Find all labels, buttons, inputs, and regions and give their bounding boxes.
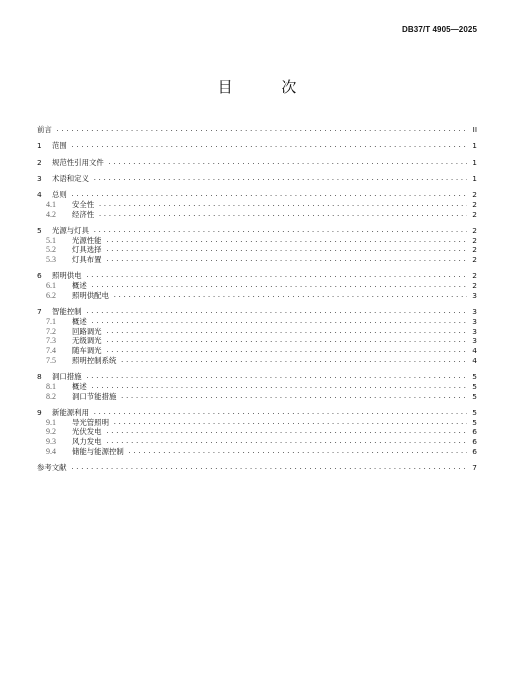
toc-entry-label: 回路调光 xyxy=(72,326,102,336)
toc-dot-leader xyxy=(108,158,467,168)
toc-entry-page: 5 xyxy=(472,417,477,427)
toc-entry-page: 3 xyxy=(472,307,477,316)
toc-entry-number: 6.2 xyxy=(46,290,56,300)
toc-entry-page: 1 xyxy=(472,173,477,183)
toc-entry-page: 2 xyxy=(472,190,477,199)
toc-entry-label: 概述 xyxy=(72,316,87,326)
toc-entry-page: 2 xyxy=(472,209,477,219)
toc-dot-leader xyxy=(91,382,467,392)
toc-entry-number: 7.3 xyxy=(46,336,56,346)
toc-entry-label: 灯具布置 xyxy=(72,255,102,264)
toc-entry-page: 2 xyxy=(472,199,477,209)
toc-entry-page: 5 xyxy=(472,372,477,381)
toc-entry[interactable] xyxy=(37,210,477,220)
toc-entry[interactable] xyxy=(37,437,477,447)
toc-entry-number: 4.2 xyxy=(46,209,56,219)
toc-entry[interactable] xyxy=(37,226,477,236)
toc-entry-label: 储能与能源控制 xyxy=(72,446,124,456)
toc-entry-page: 1 xyxy=(472,157,477,167)
toc-entry[interactable] xyxy=(37,245,477,255)
toc-entry[interactable] xyxy=(37,382,477,392)
toc-entry-label: 洞口措施 xyxy=(52,372,82,381)
toc-entry-page: 2 xyxy=(472,235,477,245)
toc-entry[interactable] xyxy=(37,255,477,265)
toc-entry-label: 新能源利用 xyxy=(52,407,89,417)
toc-entry[interactable] xyxy=(37,174,477,184)
toc-entry-page: 6 xyxy=(472,446,477,456)
toc-dot-leader xyxy=(71,190,467,200)
toc-entry[interactable] xyxy=(37,408,477,418)
toc-dot-leader xyxy=(113,291,467,301)
toc-entry-label: 前言 xyxy=(37,125,52,134)
toc-entry-number: 7.1 xyxy=(46,316,56,326)
toc-entry-number: 9.3 xyxy=(46,437,56,446)
toc-entry-label: 光伏发电 xyxy=(72,427,102,437)
toc-entry-page: 4 xyxy=(472,346,477,355)
table-of-contents xyxy=(37,125,477,473)
toc-dot-leader xyxy=(120,356,467,366)
toc-entry[interactable] xyxy=(37,281,477,291)
toc-entry-label: 灯具选择 xyxy=(72,245,102,255)
toc-dot-leader xyxy=(106,327,467,337)
toc-entry-page: 3 xyxy=(472,336,477,346)
toc-entry[interactable] xyxy=(37,158,477,168)
toc-dot-leader xyxy=(106,336,467,346)
toc-entry[interactable] xyxy=(37,190,477,200)
toc-entry-number: 8.2 xyxy=(46,391,56,401)
toc-entry-label: 规范性引用文件 xyxy=(52,157,104,167)
toc-entry-page: 2 xyxy=(472,271,477,281)
toc-entry[interactable] xyxy=(37,392,477,402)
toc-entry-label: 光源性能 xyxy=(72,235,102,245)
toc-entry-page: 2 xyxy=(472,225,477,235)
toc-entry-number: 9.4 xyxy=(46,446,56,456)
toc-entry-number: 5.3 xyxy=(46,255,56,264)
toc-entry[interactable] xyxy=(37,141,477,151)
toc-entry-label: 范围 xyxy=(52,141,67,151)
toc-dot-leader xyxy=(56,125,467,135)
toc-entry-label: 风力发电 xyxy=(72,437,102,446)
toc-entry-label: 导光管照明 xyxy=(72,417,109,427)
toc-entry-label: 参考文献 xyxy=(37,463,67,472)
toc-entry-number: 5.1 xyxy=(46,235,56,245)
toc-dot-leader xyxy=(91,317,467,327)
toc-entry-number: 7.4 xyxy=(46,346,56,355)
toc-entry[interactable] xyxy=(37,327,477,337)
toc-entry-page: II xyxy=(472,125,477,134)
toc-entry-label: 光源与灯具 xyxy=(52,225,89,235)
toc-entry-label: 经济性 xyxy=(72,209,95,219)
toc-entry-label: 随车调光 xyxy=(72,346,102,355)
toc-entry-label: 照明供电 xyxy=(52,271,82,281)
toc-entry[interactable] xyxy=(37,271,477,281)
toc-dot-leader xyxy=(106,255,467,265)
toc-entry-label: 照明控制系统 xyxy=(72,355,117,365)
toc-entry-number: 6 xyxy=(37,271,42,281)
toc-entry[interactable] xyxy=(37,291,477,301)
toc-entry-page: 5 xyxy=(472,391,477,401)
toc-entry-label: 照明供配电 xyxy=(72,290,109,300)
toc-entry-page: 6 xyxy=(472,427,477,437)
toc-dot-leader xyxy=(93,226,467,236)
toc-dot-leader xyxy=(106,245,467,255)
toc-entry-label: 无级调光 xyxy=(72,336,102,346)
toc-entry-number: 9 xyxy=(37,407,42,417)
toc-entry-number: 5.2 xyxy=(46,245,56,255)
toc-entry-page: 6 xyxy=(472,437,477,446)
toc-dot-leader xyxy=(98,210,467,220)
toc-entry-page: 5 xyxy=(472,407,477,417)
toc-entry[interactable] xyxy=(37,125,477,135)
page-title: 目 次 xyxy=(217,78,319,96)
toc-dot-leader xyxy=(128,447,467,457)
toc-dot-leader xyxy=(93,174,467,184)
toc-entry-page: 3 xyxy=(472,326,477,336)
toc-entry-page: 3 xyxy=(472,290,477,300)
toc-entry-label: 概述 xyxy=(72,281,87,290)
toc-entry-label: 智能控制 xyxy=(52,307,82,316)
toc-entry-number: 9.2 xyxy=(46,427,56,437)
toc-entry-number: 9.1 xyxy=(46,417,56,427)
toc-entry[interactable] xyxy=(37,372,477,382)
toc-entry-label: 总则 xyxy=(52,190,67,199)
toc-entry-number: 5 xyxy=(37,225,42,235)
toc-dot-leader xyxy=(86,271,467,281)
toc-entry[interactable] xyxy=(37,317,477,327)
toc-entry-number: 7 xyxy=(37,307,42,316)
toc-dot-leader xyxy=(113,418,467,428)
toc-entry[interactable] xyxy=(37,336,477,346)
toc-entry-page: 1 xyxy=(472,141,477,151)
toc-dot-leader xyxy=(86,307,467,317)
toc-entry-page: 2 xyxy=(472,245,477,255)
toc-entry[interactable] xyxy=(37,418,477,428)
toc-dot-leader xyxy=(120,392,467,402)
toc-entry[interactable] xyxy=(37,200,477,210)
toc-entry-number: 1 xyxy=(37,141,42,151)
toc-entry-label: 概述 xyxy=(72,381,87,391)
toc-entry-number: 8.1 xyxy=(46,381,56,391)
toc-entry-number: 8 xyxy=(37,372,42,381)
toc-dot-leader xyxy=(106,346,467,356)
toc-entry-page: 5 xyxy=(472,381,477,391)
toc-entry-page: 2 xyxy=(472,281,477,290)
toc-entry-page: 3 xyxy=(472,316,477,326)
toc-entry-number: 6.1 xyxy=(46,281,56,290)
toc-dot-leader xyxy=(106,437,467,447)
toc-entry-label: 洞口节能措施 xyxy=(72,391,117,401)
toc-entry-number: 4.1 xyxy=(46,199,56,209)
toc-dot-leader xyxy=(91,281,467,291)
toc-entry-label: 安全性 xyxy=(72,199,95,209)
toc-entry[interactable] xyxy=(37,463,477,473)
toc-entry-page: 7 xyxy=(472,463,477,472)
standard-code: DB37/T 4905—2025 xyxy=(402,25,477,34)
toc-entry[interactable] xyxy=(37,346,477,356)
toc-dot-leader xyxy=(106,427,467,437)
toc-entry-page: 4 xyxy=(472,355,477,365)
toc-dot-leader xyxy=(71,463,467,473)
toc-entry[interactable] xyxy=(37,427,477,437)
toc-entry[interactable] xyxy=(37,356,477,366)
toc-entry[interactable] xyxy=(37,447,477,457)
toc-entry[interactable] xyxy=(37,307,477,317)
toc-entry-number: 3 xyxy=(37,173,42,183)
toc-dot-leader xyxy=(98,200,467,210)
toc-dot-leader xyxy=(106,236,467,246)
toc-entry-number: 4 xyxy=(37,190,42,199)
toc-dot-leader xyxy=(71,141,467,151)
toc-entry-number: 2 xyxy=(37,157,42,167)
toc-dot-leader xyxy=(93,408,467,418)
toc-entry-page: 2 xyxy=(472,255,477,264)
toc-entry[interactable] xyxy=(37,236,477,246)
toc-entry-number: 7.5 xyxy=(46,355,56,365)
toc-entry-label: 术语和定义 xyxy=(52,173,89,183)
toc-entry-number: 7.2 xyxy=(46,326,56,336)
toc-dot-leader xyxy=(86,372,467,382)
